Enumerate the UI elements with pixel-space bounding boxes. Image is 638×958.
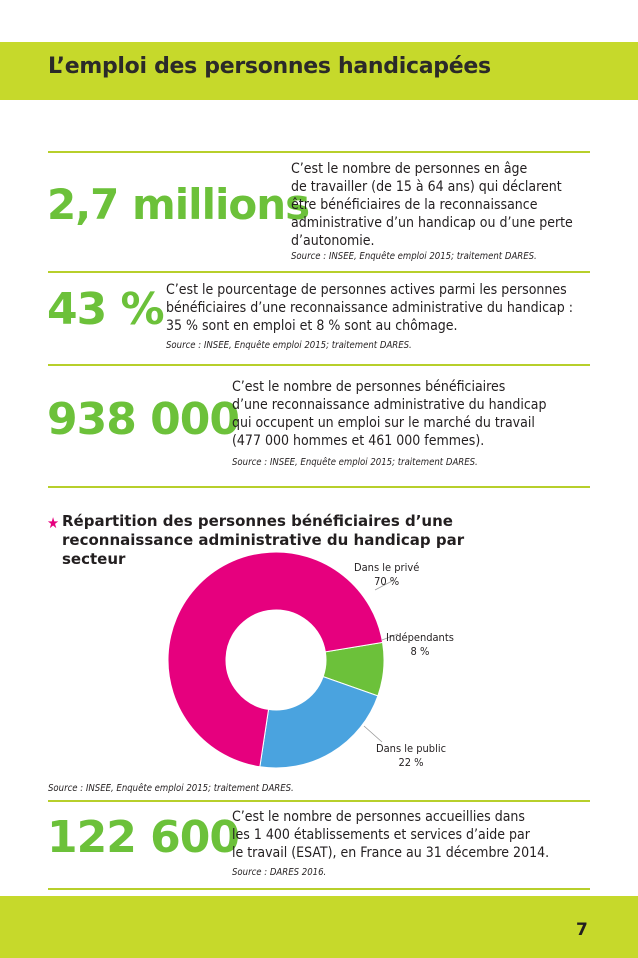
desc-line: de travailler (de 15 à 64 ans) qui déclarent xyxy=(291,179,562,195)
desc-line: C’est le pourcentage de personnes actives parmi les personnes xyxy=(166,282,567,298)
desc-line: qui occupent un emploi sur le marché du travail xyxy=(232,415,535,431)
label-value: 70 % xyxy=(374,575,400,588)
label-name: Dans le public xyxy=(376,742,447,755)
chart-source: Source : INSEE, Enquête emploi 2015; traitement DARES. xyxy=(48,783,294,794)
desc-line: administrative d’un handicap ou d’une perte xyxy=(291,215,573,231)
desc-line: (477 000 hommes et 461 000 femmes). xyxy=(232,433,485,449)
stat-value: 938 000 xyxy=(47,394,240,445)
slice-public xyxy=(260,677,378,768)
desc-line: d’autonomie. xyxy=(291,233,375,249)
divider xyxy=(48,888,590,890)
page-title: L’emploi des personnes handicapées xyxy=(48,54,491,79)
desc-line: d’une reconnaissance administrative du handicap xyxy=(232,397,547,413)
stat-description xyxy=(232,808,592,862)
desc-line: C’est le nombre de personnes bénéficiaires xyxy=(232,379,506,395)
source-note: Source : INSEE, Enquête emploi 2015; traitement DARES. xyxy=(232,457,478,468)
star-icon: ★ xyxy=(47,514,60,532)
label-value: 8 % xyxy=(410,645,430,658)
footer-band xyxy=(0,896,638,958)
page-number: 7 xyxy=(576,920,588,940)
stat-value: 43 % xyxy=(47,284,164,335)
source-note: Source : DARES 2016. xyxy=(232,867,327,878)
desc-line: C’est le nombre de personnes accueillies dans xyxy=(232,809,525,825)
desc-line: C’est le nombre de personnes en âge xyxy=(291,161,528,177)
label-name: Dans le privé xyxy=(354,561,420,574)
leader-line xyxy=(364,726,382,742)
desc-line: 35 % sont en emploi et 8 % sont au chômage. xyxy=(166,318,458,334)
divider xyxy=(48,800,590,802)
desc-line: les 1 400 établissements et services d’aide par xyxy=(232,827,530,843)
source-note: Source : INSEE, Enquête emploi 2015; traitement DARES. xyxy=(291,251,537,262)
desc-line: le travail (ESAT), en France au 31 décembre 2014. xyxy=(232,845,550,861)
divider xyxy=(48,364,590,366)
divider xyxy=(48,151,590,153)
label-public xyxy=(376,742,446,770)
label-prive xyxy=(354,561,419,589)
stat-value: 2,7 millions xyxy=(47,180,310,229)
chart-title: Répartition des personnes bénéficiaires d’une reconnaissance administrative du handicap par secteur xyxy=(62,512,465,568)
stat-value: 122 600 xyxy=(47,812,240,863)
label-independants xyxy=(386,631,454,659)
desc-line: être bénéficiaires de la reconnaissance xyxy=(291,197,538,213)
divider xyxy=(48,486,590,488)
stat-description xyxy=(166,281,591,335)
desc-line: bénéficiaires d’une reconnaissance administrative du handicap : xyxy=(166,300,573,316)
label-name: Indépendants xyxy=(386,631,454,644)
stat-description xyxy=(291,160,591,250)
label-value: 22 % xyxy=(398,756,424,769)
stat-description xyxy=(232,378,592,450)
divider xyxy=(48,271,590,273)
source-note: Source : INSEE, Enquête emploi 2015; traitement DARES. xyxy=(166,340,412,351)
